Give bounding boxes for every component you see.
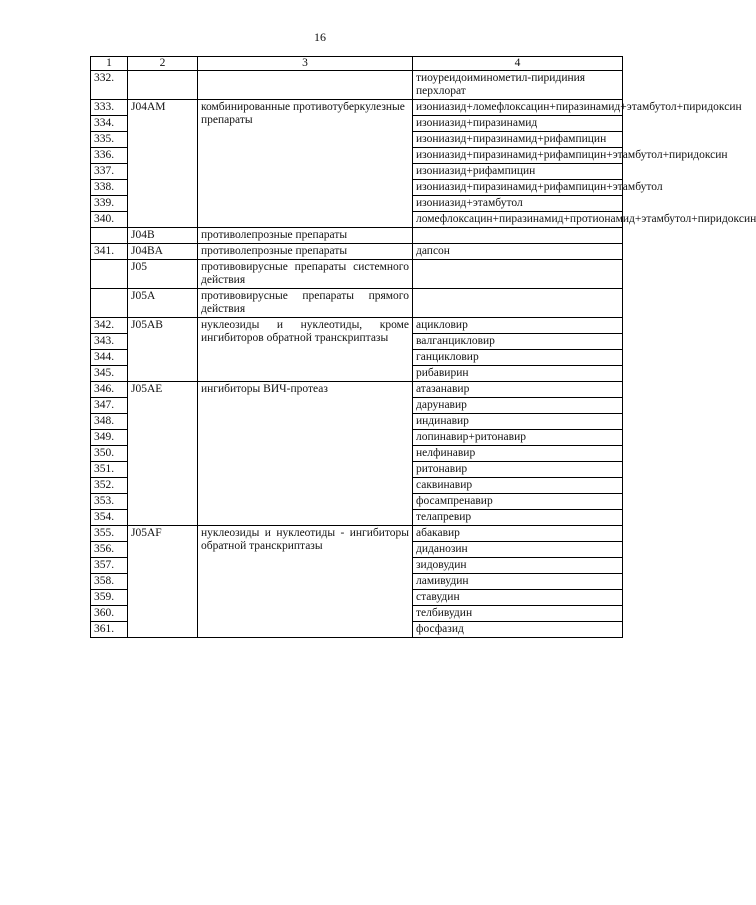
row-number: 332. [91,71,128,100]
drug-name: изониазид+рифампицин [413,164,623,180]
group-description: противолепрозные препараты [198,228,413,244]
atc-code: J04AM [128,100,198,228]
table-row [91,289,623,318]
drug-name [413,289,623,318]
row-number: 347. [91,398,128,414]
drug-name: диданозин [413,542,623,558]
row-number: 352. [91,478,128,494]
atc-code: J05A [128,289,198,318]
column-header: 2 [128,57,198,71]
row-number: 354. [91,510,128,526]
row-number: 340. [91,212,128,228]
drug-name: ломефлоксацин+пиразинамид+протионамид+этамбутол+пиридоксин [413,212,623,228]
row-number: 334. [91,116,128,132]
group-description: комбинированные противотуберкулезные препараты [198,100,413,228]
group-description: противовирусные препараты прямого действия [198,289,413,318]
drug-name: ламивудин [413,574,623,590]
drug-name: рибавирин [413,366,623,382]
drug-name: тиоуреидоиминометил-пиридиния перхлорат [413,71,623,100]
drug-name: фосфазид [413,622,623,638]
atc-code: J05AF [128,526,198,638]
drug-name [413,260,623,289]
drug-name: телапревир [413,510,623,526]
row-number [91,228,128,244]
column-header: 1 [91,57,128,71]
table-header-row [91,57,623,71]
group-description: ингибиторы ВИЧ-протеаз [198,382,413,526]
row-number: 356. [91,542,128,558]
table-row [91,228,623,244]
row-number: 338. [91,180,128,196]
atc-code: J04BA [128,244,198,260]
row-number: 360. [91,606,128,622]
atc-code [128,71,198,100]
table-row [91,526,623,542]
table-row [91,382,623,398]
column-header: 3 [198,57,413,71]
drug-table [90,56,756,638]
row-number: 353. [91,494,128,510]
row-number: 341. [91,244,128,260]
row-number: 339. [91,196,128,212]
table-row [91,318,623,334]
row-number: 361. [91,622,128,638]
row-number: 351. [91,462,128,478]
row-number: 346. [91,382,128,398]
atc-code: J05AE [128,382,198,526]
drug-name: дарунавир [413,398,623,414]
drug-name: изониазид+пиразинамид+рифампицин [413,132,623,148]
row-number: 342. [91,318,128,334]
row-number: 335. [91,132,128,148]
drug-name: лопинавир+ритонавир [413,430,623,446]
drug-name: изониазид+ломефлоксацин+пиразинамид+этамбутол+пиридоксин [413,100,623,116]
atc-code: J04B [128,228,198,244]
drug-name: валганцикловир [413,334,623,350]
drug-name: фосампренавир [413,494,623,510]
column-header: 4 [413,57,623,71]
drug-name: телбивудин [413,606,623,622]
drug-name [413,228,623,244]
row-number: 333. [91,100,128,116]
drug-name: абакавир [413,526,623,542]
drug-name: ацикловир [413,318,623,334]
drug-name: ганцикловир [413,350,623,366]
row-number: 337. [91,164,128,180]
drug-name: изониазид+пиразинамид+рифампицин+этамбутол [413,180,623,196]
drug-name: изониазид+пиразинамид [413,116,623,132]
table-row [91,244,623,260]
row-number: 358. [91,574,128,590]
row-number: 355. [91,526,128,542]
drug-name: нелфинавир [413,446,623,462]
row-number: 359. [91,590,128,606]
group-description: противовирусные препараты системного действия [198,260,413,289]
row-number: 349. [91,430,128,446]
drug-name: индинавир [413,414,623,430]
row-number: 344. [91,350,128,366]
group-description: нуклеозиды и нуклеотиды - ингибиторы обратной транскриптазы [198,526,413,638]
group-description: противолепрозные препараты [198,244,413,260]
drug-name: изониазид+пиразинамид+рифампицин+этамбутол+пиридоксин [413,148,623,164]
drug-name: саквинавир [413,478,623,494]
drug-name: зидовудин [413,558,623,574]
atc-code: J05AB [128,318,198,382]
row-number: 357. [91,558,128,574]
row-number [91,289,128,318]
drug-name: ставудин [413,590,623,606]
drug-name: изониазид+этамбутол [413,196,623,212]
table-row [91,260,623,289]
drug-name: атазанавир [413,382,623,398]
row-number: 336. [91,148,128,164]
group-description: нуклеозиды и нуклеотиды, кроме ингибиторов обратной транскриптазы [198,318,413,382]
page-number: 16 [314,30,326,44]
row-number: 345. [91,366,128,382]
table-row [91,100,623,116]
row-number [91,260,128,289]
drug-name: ритонавир [413,462,623,478]
row-number: 348. [91,414,128,430]
row-number: 343. [91,334,128,350]
group-description [198,71,413,100]
drug-name: дапсон [413,244,623,260]
atc-code: J05 [128,260,198,289]
table-row [91,71,623,100]
row-number: 350. [91,446,128,462]
